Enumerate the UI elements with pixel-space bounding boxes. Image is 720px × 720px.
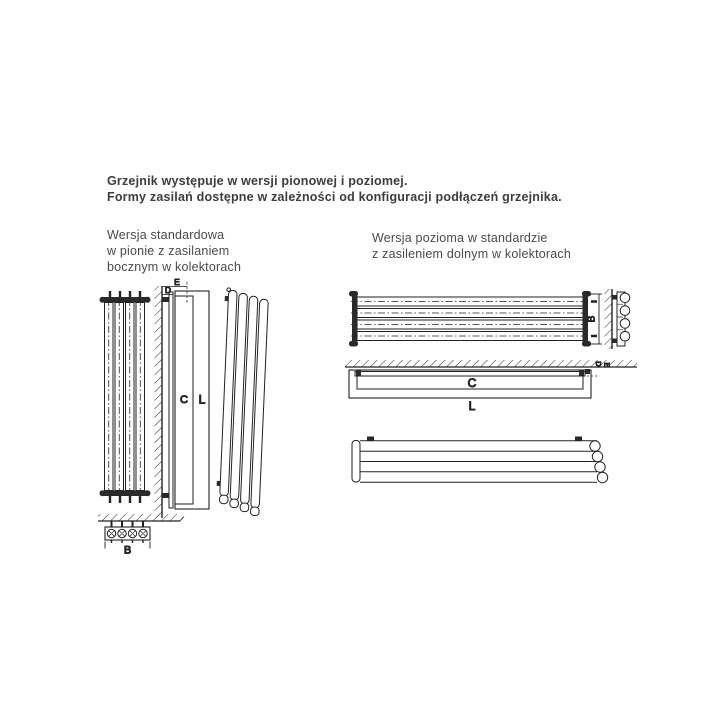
vertical-title-line-1: Wersja standardowa [107,228,225,242]
horizontal-3d-view [352,437,608,483]
dim-label-b-vertical: B [123,544,132,557]
dim-label-b-horizontal: B [586,315,598,323]
vertical-title-line-2: w pionie z zasilaniem [107,244,230,258]
horizontal-front-view [349,291,602,347]
horizontal-title-line-1: Wersja pozioma w standardzie [372,231,548,245]
vertical-plan-view [98,514,184,557]
dim-label-d-vertical: D [164,285,172,295]
horizontal-section-title [372,230,571,262]
horizontal-plan-view [345,360,637,413]
vertical-front-view [100,291,151,503]
dim-label-d-horizontal: D [594,361,603,367]
vertical-section-title [107,227,241,275]
dim-label-e-horizontal: E [602,362,612,368]
vertical-3d-view [215,288,268,516]
header-line-1: Grzejnik występuje w wersji pionowej i poziomej. [107,174,408,188]
dim-label-l-horizontal: L [468,399,476,413]
horizontal-end-view [605,289,630,349]
horizontal-radiator-diagram [335,283,655,498]
horizontal-title-line-2: z zasileniem dolnym w kolektorach [372,247,572,261]
page-header [107,173,562,205]
dim-label-e-vertical: E [174,278,180,287]
vertical-title-line-3: bocznym w kolektorach [107,260,242,274]
dim-label-c-vertical: C [180,394,188,406]
dim-label-l-vertical: L [198,392,206,407]
dim-label-c-horizontal: C [467,376,477,390]
vertical-radiator-diagram [90,278,285,570]
vertical-side-view [155,278,210,518]
header-line-2: Formy zasilań dostępne w zależności od konfiguracji podłączeń grzejnika. [107,190,562,204]
